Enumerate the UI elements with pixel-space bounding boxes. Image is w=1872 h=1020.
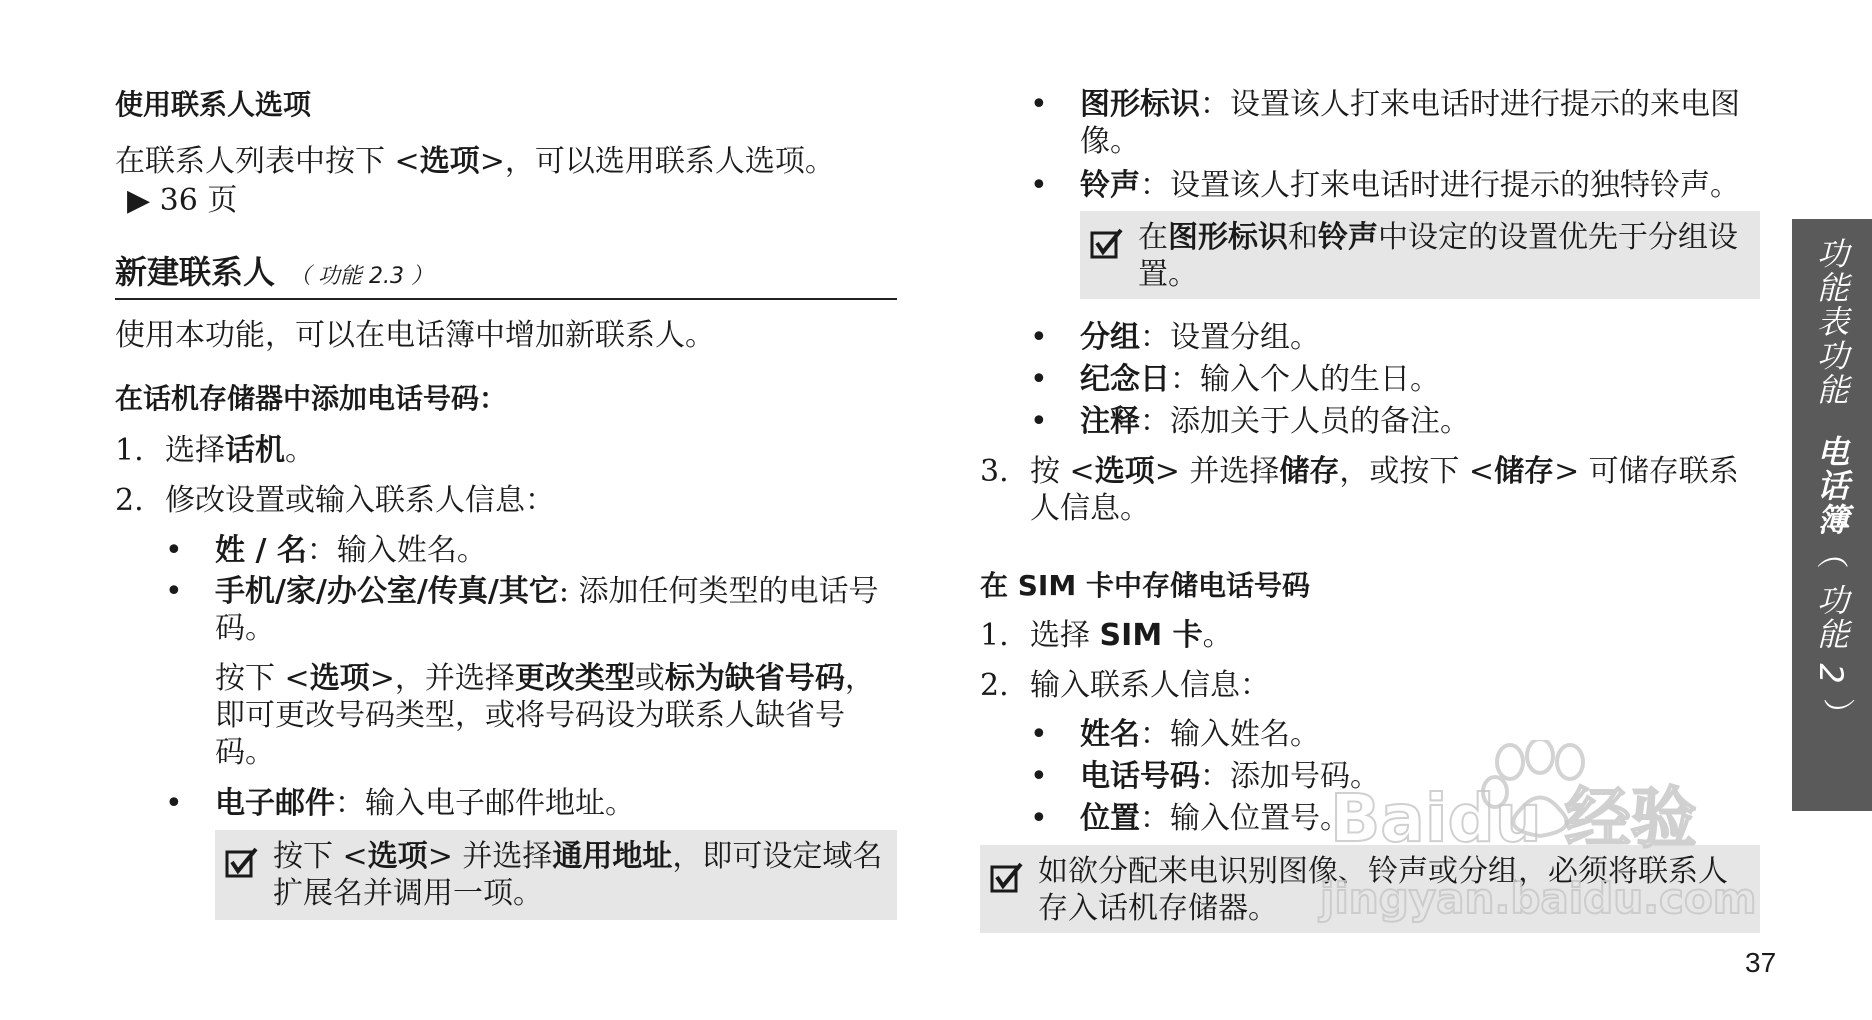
page-number: 37 — [1745, 947, 1777, 978]
note-text: 如欲分配来电识别图像、铃声或分组，必须将联系人存入话机存储器。 — [1038, 854, 1728, 926]
list-item: • 位置：输入位置号。 — [1030, 801, 1350, 836]
list-item: • 姓名：输入姓名。 — [1030, 717, 1320, 752]
section-function-number: （ 功能 2.3 ） — [289, 264, 433, 289]
checkbox-check-icon — [990, 861, 1024, 895]
step-2: 2. 修改设置或输入联系人信息： — [115, 483, 555, 518]
list-item: • 铃声：设置该人打来电话时进行提示的独特铃声。 — [1030, 168, 1740, 203]
options-text: 在联系人列表中按下 <选项>，可以选用联系人选项。 — [115, 144, 835, 179]
note-box — [215, 830, 897, 920]
watermark-brand: Baidu 经验 — [1330, 780, 1697, 857]
note-box — [980, 845, 1760, 933]
list-item: • 注释：添加关于人员的备注。 — [1030, 404, 1470, 439]
sim-step-2: 2. 输入联系人信息： — [980, 668, 1270, 703]
checkbox-check-icon — [1090, 227, 1124, 261]
sim-heading: 在 SIM 卡中存储电话号码 — [980, 569, 1310, 602]
press-options-paragraph: 按下 <选项>，并选择更改类型或标为缺省号码，即可更改号码类型，或将号码设为联系人缺省号码。 — [215, 661, 875, 770]
side-tab-prefix: 功能表功能 — [1812, 237, 1850, 407]
note-box — [1080, 211, 1760, 299]
note-text: 在图形标识和铃声中设定的设置优先于分组设置。 — [1138, 220, 1738, 292]
side-tab-suffix: （ 功能 2 ） — [1812, 537, 1850, 732]
side-tab-title: 电话簿 — [1812, 435, 1850, 537]
step-3: 3. 按 <选项> 并选择储存，或按下 <储存> 可储存联系人信息。 — [980, 454, 1739, 526]
list-item: • 图形标识：设置该人打来电话时进行提示的来电图像。 — [1030, 87, 1740, 159]
options-heading: 使用联系人选项 — [115, 88, 312, 121]
step-1: 1. 选择话机。 — [115, 433, 315, 468]
list-item: • 电子邮件：输入电子邮件地址。 — [165, 786, 635, 821]
side-tab — [1792, 219, 1872, 811]
checkbox-check-icon — [225, 846, 259, 880]
phone-heading: 在话机存储器中添加电话号码： — [115, 382, 508, 415]
section-intro: 使用本功能，可以在电话簿中增加新联系人。 — [115, 318, 715, 353]
sim-step-1: 1. 选择 SIM 卡。 — [980, 618, 1233, 653]
list-item: • 纪念日：输入个人的生日。 — [1030, 362, 1440, 397]
section-divider — [115, 298, 897, 300]
list-item: • 电话号码：添加号码。 — [1030, 759, 1380, 794]
section-title: 新建联系人 （ 功能 2.3 ） — [115, 253, 433, 291]
list-item: • 分组：设置分组。 — [1030, 320, 1320, 355]
list-item: • 手机/家/办公室/传真/其它: 添加任何类型的电话号码。 — [165, 574, 879, 646]
note-text: 按下 <选项> 并选择通用地址，即可设定域名扩展名并调用一项。 — [273, 839, 883, 911]
list-item: • 姓 / 名：输入姓名。 — [165, 533, 487, 568]
page-reference: ▶ 36 页 — [127, 183, 238, 218]
